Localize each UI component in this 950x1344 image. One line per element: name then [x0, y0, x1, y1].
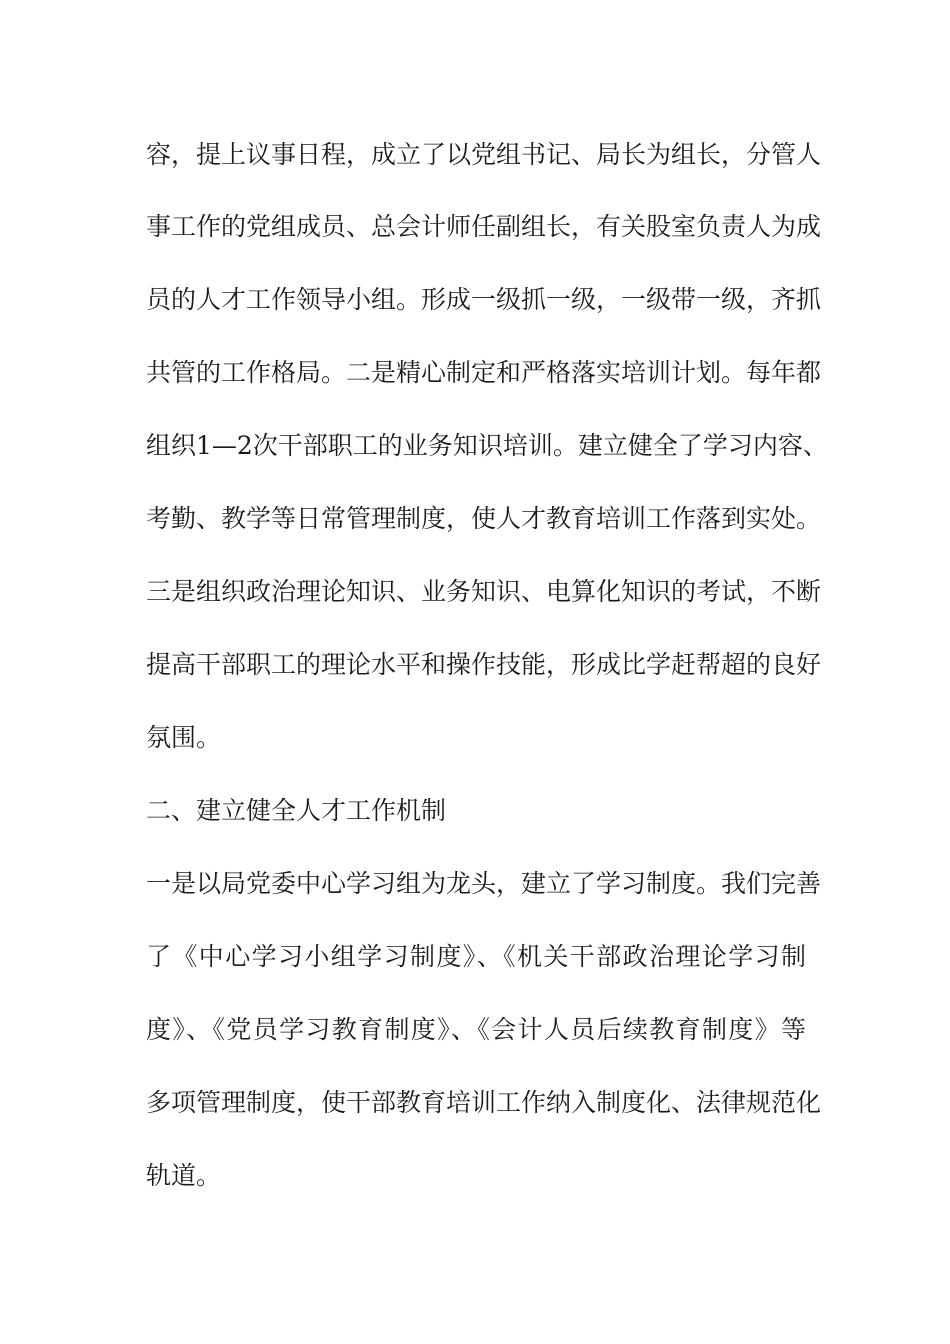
body-text-line: 了《中心学习小组学习制度》、《机关干部政治理论学习制: [146, 942, 806, 971]
body-text-line: 度》、《党员学习教育制度》、《会计人员后续教育制度》等: [146, 1015, 806, 1044]
body-text-line: 一是以局党委中心学习组为龙头，建立了学习制度。我们完善: [146, 869, 822, 898]
body-text-line: 共管的工作格局。二是精心制定和严格落实培训计划。每年都: [146, 358, 822, 387]
body-text-line: 三是组织政治理论知识、业务知识、电算化知识的考试，不断: [146, 577, 822, 606]
body-text-line: 员的人才工作领导小组。形成一级抓一级，一级带一级，齐抓: [146, 285, 822, 314]
body-text-line: 容，提上议事日程，成立了以党组书记、局长为组长，分管人: [146, 140, 822, 169]
body-text-line: 多项管理制度，使干部教育培训工作纳入制度化、法律规范化: [146, 1088, 822, 1117]
body-text-line: 提高干部职工的理论水平和操作技能，形成比学赶帮超的良好: [146, 650, 822, 679]
section-heading: 二、建立健全人才工作机制: [146, 796, 447, 825]
body-text-line: 组织1—2次干部职工的业务知识培训。建立健全了学习内容、: [146, 431, 828, 460]
body-text-line: 轨道。: [146, 1161, 222, 1190]
body-text-line: 氛围。: [146, 723, 222, 752]
body-text-line: 考勤、教学等日常管理制度，使人才教育培训工作落到实处。: [146, 504, 822, 533]
body-text-line: 事工作的党组成员、总会计师任副组长，有关股室负责人为成: [146, 212, 822, 241]
